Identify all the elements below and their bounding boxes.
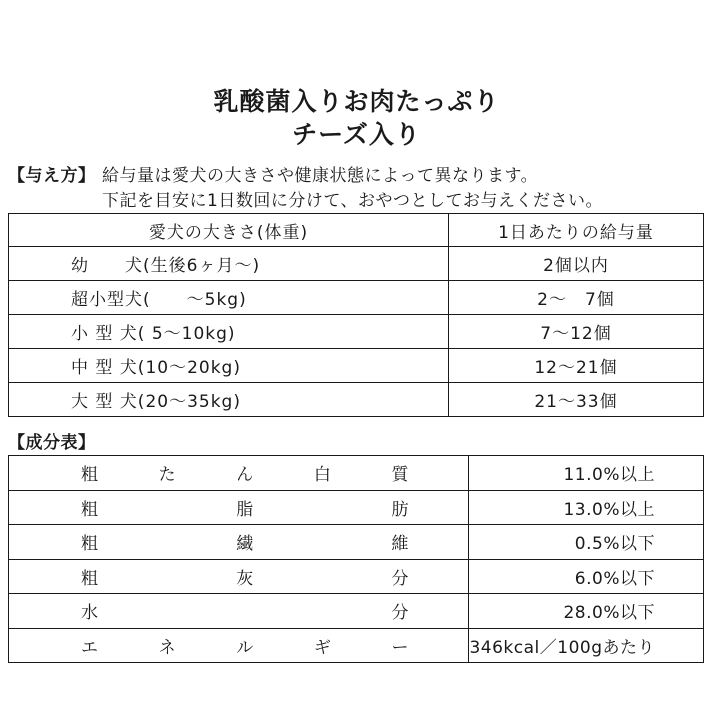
header-daily-amount: 1日あたりの給与量 xyxy=(449,214,704,247)
nutrient-char: 維 xyxy=(391,534,409,555)
amount-cell: 21〜33個 xyxy=(449,383,704,417)
table-row xyxy=(9,456,704,491)
table-row xyxy=(9,349,704,383)
title-line-2: チーズ入り xyxy=(292,120,421,149)
nutrient-name-cell xyxy=(9,525,469,560)
composition-table xyxy=(8,455,704,663)
amount-cell: 2個以内 xyxy=(449,247,704,281)
table-row xyxy=(9,383,704,417)
nutrient-char: ー xyxy=(391,637,409,658)
dog-size-cell: 大 型 犬(20〜35kg) xyxy=(9,383,449,417)
nutrient-char: 水 xyxy=(81,603,98,624)
header-dog-size: 愛犬の大きさ(体重) xyxy=(9,214,449,247)
nutrient-char: 分 xyxy=(391,568,409,589)
composition-label: 【成分表】 xyxy=(8,433,96,453)
table-row xyxy=(9,628,704,663)
feeding-table xyxy=(8,213,704,417)
nutrient-char: 粗 xyxy=(81,465,98,486)
dog-size-cell: 幼 犬(生後6ヶ月〜) xyxy=(9,247,449,281)
nutrient-name-cell xyxy=(9,456,469,491)
nutrient-char: 肪 xyxy=(391,499,409,520)
nutrient-char: 粗 xyxy=(81,499,98,520)
nutrient-value-cell: 28.0%以下 xyxy=(469,594,704,629)
nutrient-char: 質 xyxy=(391,465,409,486)
nutrient-char: 脂 xyxy=(236,499,254,520)
nutrient-char: 粗 xyxy=(81,568,98,589)
nutrient-char: 白 xyxy=(313,465,331,486)
amount-cell: 12〜21個 xyxy=(449,349,704,383)
nutrient-value-cell: 13.0%以上 xyxy=(469,490,704,525)
amount-cell: 7〜12個 xyxy=(449,315,704,349)
nutrient-name-cell xyxy=(9,594,469,629)
nutrient-name-cell xyxy=(9,490,469,525)
feeding-text-2: 下記を目安に1日数回に分けて、おやつとしてお与えください。 xyxy=(102,191,603,211)
feeding-label: 【与え方】 xyxy=(8,166,96,186)
feeding-text-1: 給与量は愛犬の大きさや健康状態によって異なります。 xyxy=(102,166,539,186)
nutrient-value-cell: 11.0%以上 xyxy=(469,456,704,491)
nutrient-name-cell xyxy=(9,559,469,594)
nutrient-char: エ xyxy=(81,637,98,658)
nutrient-char: 灰 xyxy=(236,568,254,589)
nutrient-char: 繊 xyxy=(236,534,254,555)
dog-size-cell: 超小型犬( 〜5kg) xyxy=(9,281,449,315)
nutrient-char: 粗 xyxy=(81,534,98,555)
table-row xyxy=(9,490,704,525)
nutrient-char: ネ xyxy=(158,637,176,658)
nutrient-value-cell: 6.0%以下 xyxy=(469,559,704,594)
table-row xyxy=(9,247,704,281)
nutrient-char: 分 xyxy=(391,603,409,624)
nutrient-char: ギ xyxy=(313,637,331,658)
nutrient-char: ル xyxy=(236,637,254,658)
nutrient-name-cell xyxy=(9,628,469,663)
nutrient-char: た xyxy=(158,465,176,486)
table-row xyxy=(9,559,704,594)
dog-size-cell: 中 型 犬(10〜20kg) xyxy=(9,349,449,383)
amount-cell: 2〜 7個 xyxy=(449,281,704,315)
nutrient-char: ん xyxy=(236,465,254,486)
table-row xyxy=(9,315,704,349)
nutrient-value-cell: 346kcal／100gあたり xyxy=(469,628,704,663)
nutrient-value-cell: 0.5%以下 xyxy=(469,525,704,560)
table-row xyxy=(9,281,704,315)
feeding-table-header xyxy=(9,214,704,247)
table-row xyxy=(9,525,704,560)
dog-size-cell: 小 型 犬( 5〜10kg) xyxy=(9,315,449,349)
title-line-1: 乳酸菌入りお肉たっぷり xyxy=(213,87,500,116)
table-row xyxy=(9,594,704,629)
